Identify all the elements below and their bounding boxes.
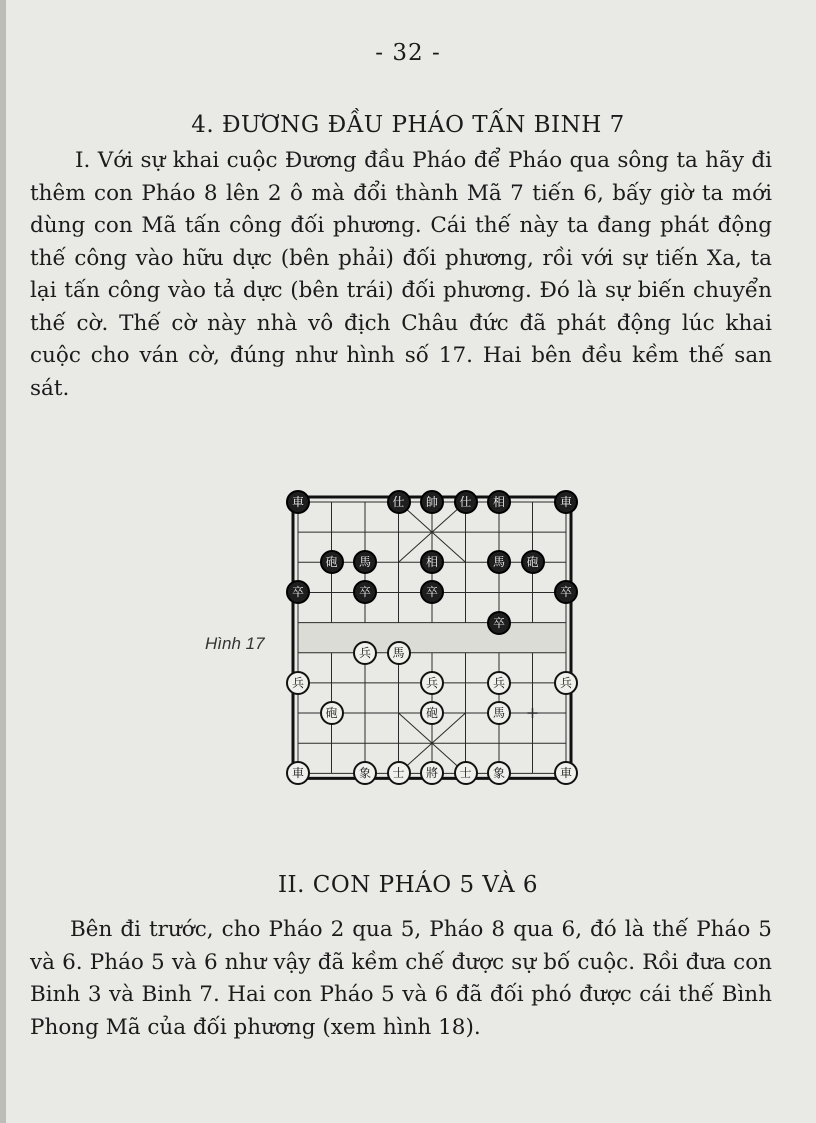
page-edge xyxy=(0,0,6,1123)
board-piece: 兵 xyxy=(420,671,444,695)
board-piece: 將 xyxy=(420,761,444,785)
board-piece: 砲 xyxy=(320,550,344,574)
board-piece: 卒 xyxy=(353,580,377,604)
board-piece: 車 xyxy=(286,490,310,514)
board-piece: 砲 xyxy=(420,701,444,725)
board-piece: 兵 xyxy=(487,671,511,695)
section-heading-1: 4. ĐƯƠNG ĐẦU PHÁO TẤN BINH 7 xyxy=(191,112,625,138)
section-heading-2: II. CON PHÁO 5 VÀ 6 xyxy=(277,872,539,898)
board-piece: 仕 xyxy=(387,490,411,514)
board-piece: 車 xyxy=(286,761,310,785)
board-piece: 馬 xyxy=(487,701,511,725)
board-piece: 士 xyxy=(387,761,411,785)
section-paragraph-2: Bên đi trước, cho Pháo 2 qua 5, Pháo 8 qua 6, đó là thế Pháo 5 và 6. Pháo 5 và 6 như vậy đã kềm chế được sự bố cuộc. Rồi đưa con Binh 3 và Binh 7. Hai con Pháo 5 và 6 đã đối phó được cái thế Bình Phong Mã của đối phương (xem hình 18). xyxy=(30,917,772,1040)
board-piece: 帥 xyxy=(420,490,444,514)
board-piece: 相 xyxy=(487,490,511,514)
board-piece: 馬 xyxy=(353,550,377,574)
board-piece: 相 xyxy=(420,550,444,574)
board-piece: 仕 xyxy=(454,490,478,514)
board-grid xyxy=(276,484,580,788)
board-piece: 卒 xyxy=(554,580,578,604)
board-piece: 兵 xyxy=(554,671,578,695)
board-piece: 車 xyxy=(554,490,578,514)
board-piece: 砲 xyxy=(320,701,344,725)
board-piece: 兵 xyxy=(286,671,310,695)
board-piece: 象 xyxy=(487,761,511,785)
river xyxy=(298,623,566,653)
board-piece: 卒 xyxy=(420,580,444,604)
page-number: - 32 - xyxy=(375,40,441,66)
board-piece: 士 xyxy=(454,761,478,785)
board-piece: 卒 xyxy=(286,580,310,604)
section-paragraph-1: I. Với sự khai cuộc Đương đầu Pháo để Pháo qua sông ta hãy đi thêm con Pháo 8 lên 2 ô mà đổi thành Mã 7 tiến 6, bấy giờ ta mới dùng con Mã tấn công đối phương. Cái thế này ta đang phát động thế công vào hữu dực (bên phải) đối phương, rồi với sự tiến Xa, ta lại tấn công vào tả dực (bên trái) đối phương. Đó là sự biến chuyển thế cờ. Thế cờ này nhà vô địch Châu đức đã phát động lúc khai cuộc cho ván cờ, đúng như hình số 17. Hai bên đều kềm thế san sát. xyxy=(30,148,772,401)
board-piece: 馬 xyxy=(387,641,411,665)
board-piece: 卒 xyxy=(487,611,511,635)
board-piece: 馬 xyxy=(487,550,511,574)
figure-label: Hình 17 xyxy=(205,634,265,653)
board-piece: 象 xyxy=(353,761,377,785)
board-piece: 兵 xyxy=(353,641,377,665)
xiangqi-board-diagram xyxy=(276,484,580,788)
board-piece: 車 xyxy=(554,761,578,785)
board-piece: 砲 xyxy=(521,550,545,574)
